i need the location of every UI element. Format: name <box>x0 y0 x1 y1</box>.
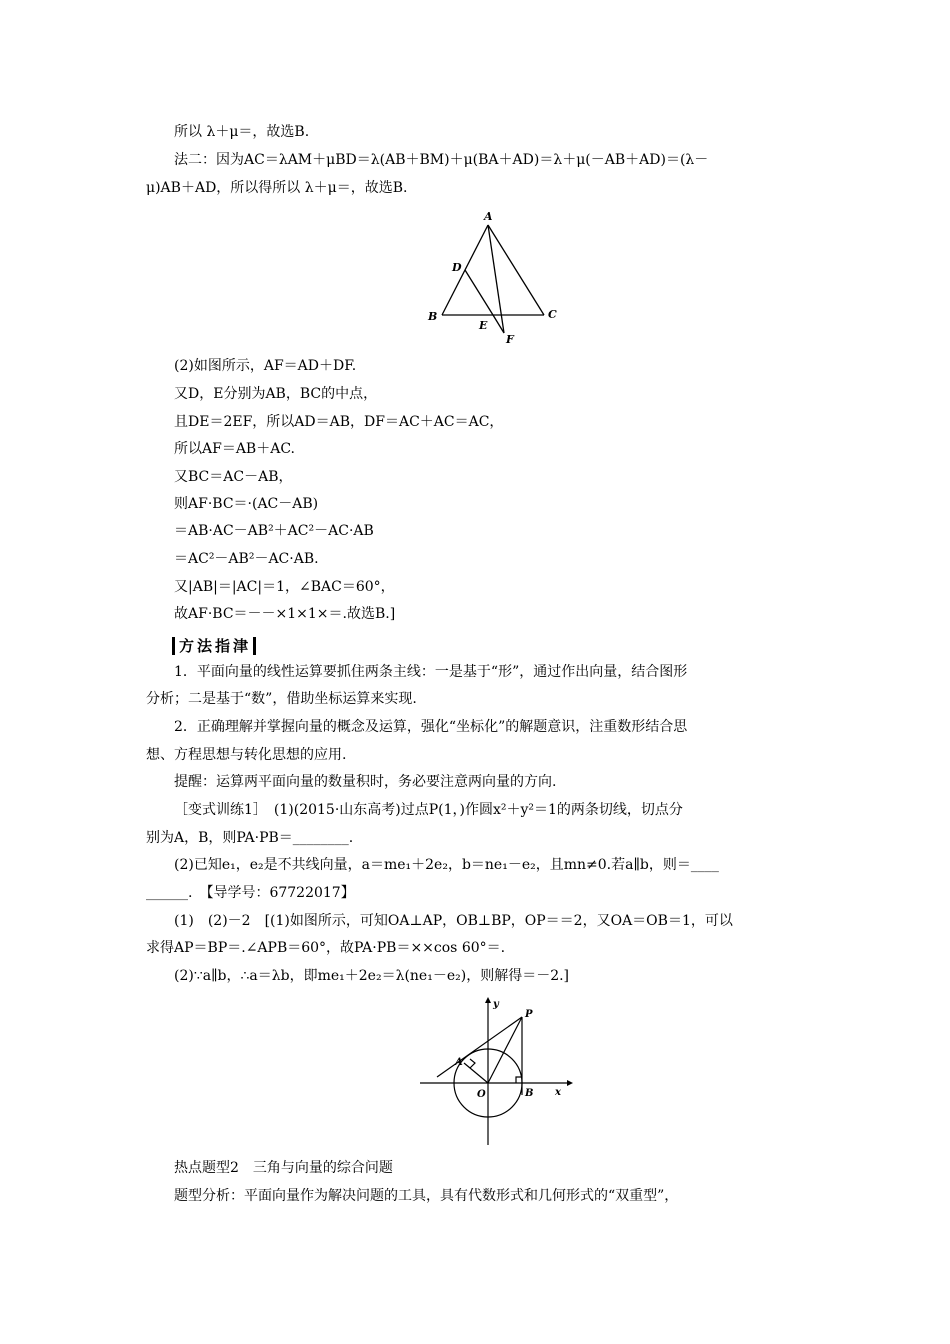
text-line: (2)如图所示，AF＝AD＋DF. <box>174 358 357 374</box>
text-line: (1) (2)－2 [(1)如图所示，可知OA⊥AP，OB⊥BP，OP＝＝2，又OA＝OB＝1，可以 <box>174 913 733 929</box>
text-line: 1．平面向量的线性运算要抓住两条主线：一是基于“形”，通过作出向量，结合图形 <box>174 664 688 680</box>
label-e: E <box>479 319 488 332</box>
label-a: A <box>455 1057 463 1068</box>
text-line: 分析；二是基于“数”，借助坐标运算来实现. <box>146 691 417 707</box>
text-line: 又|AB|＝|AC|＝1，∠BAC＝60°， <box>174 579 395 595</box>
label-d: D <box>452 261 462 274</box>
text-line: (2)∵a∥b，∴a＝λb，即me₁＋2e₂＝λ(ne₁－e₂)，则解得＝－2.] <box>174 968 570 984</box>
text-line: 提醒：运算两平面向量的数量积时，务必要注意两向量的方向. <box>174 774 557 790</box>
text-line: 所以AF＝AB＋AC. <box>174 441 295 457</box>
text-line: 故AF·BC＝－－×1×1×＝.故选B.] <box>174 606 396 622</box>
text-line: 法二：因为AC＝λAM＋μBD＝λ(AB＋BM)＋μ(BA＋AD)＝λ＋μ(－AB＋AD)＝(λ－ <box>174 152 709 168</box>
text-line: ＝AB·AC－AB²＋AC²－AC·AB <box>174 523 374 539</box>
text-line: 所以 λ＋μ＝，故选B. <box>174 124 310 140</box>
text-line: μ)AB＋AD，所以得所以 λ＋μ＝，故选B. <box>146 180 408 196</box>
label-p: P <box>525 1009 533 1020</box>
label-o: O <box>477 1089 486 1100</box>
text-line: 则AF·BC＝·(AC－AB) <box>174 496 319 512</box>
text-line: 热点题型2 三角与向量的综合问题 <box>174 1160 393 1176</box>
text-line: ［变式训练1］ (1)(2015·山东高考)过点P(1，)作圆x²＋y²＝1的两条切线，切点分 <box>174 802 683 818</box>
text-line: 别为A，B，则PA·PB＝________. <box>146 830 354 846</box>
text-line: 想、方程思想与转化思想的应用. <box>146 747 347 763</box>
text-line: 求得AP＝BP＝.∠APB＝60°，故PA·PB＝××cos 60°＝. <box>146 940 506 956</box>
text-line: (2)已知e₁，e₂是不共线向量，a＝me₁＋2e₂，b＝ne₁－e₂，且mn≠0.若a∥b，则＝____ <box>174 857 719 873</box>
text-line: ＝AC²－AB²－AC·AB. <box>174 551 319 567</box>
section-header: 方法指津 <box>172 637 256 655</box>
text-line: 又D，E分别为AB，BC的中点， <box>174 386 378 402</box>
label-a: A <box>484 210 493 223</box>
label-x: x <box>555 1087 561 1098</box>
label-b: B <box>428 310 438 323</box>
text-line: 又BC＝AC－AB， <box>174 469 293 485</box>
text-line: 题型分析：平面向量作为解决问题的工具，具有代数形式和几何形式的“双重型”， <box>174 1188 679 1204</box>
text-line: 2．正确理解并掌握向量的概念及运算，强化“坐标化”的解题意识，注重数形结合思 <box>174 719 688 735</box>
label-b: B <box>525 1088 534 1099</box>
triangle-figure <box>420 205 570 347</box>
label-c: C <box>548 308 557 321</box>
text-line: 且DE＝2EF，所以AD＝AB，DF＝AC＋AC＝AC， <box>174 414 504 430</box>
label-y: y <box>493 999 499 1010</box>
text-line: ______. 【导学号：67722017】 <box>146 885 355 901</box>
label-f: F <box>506 333 514 346</box>
circle-tangent-figure <box>415 995 575 1147</box>
